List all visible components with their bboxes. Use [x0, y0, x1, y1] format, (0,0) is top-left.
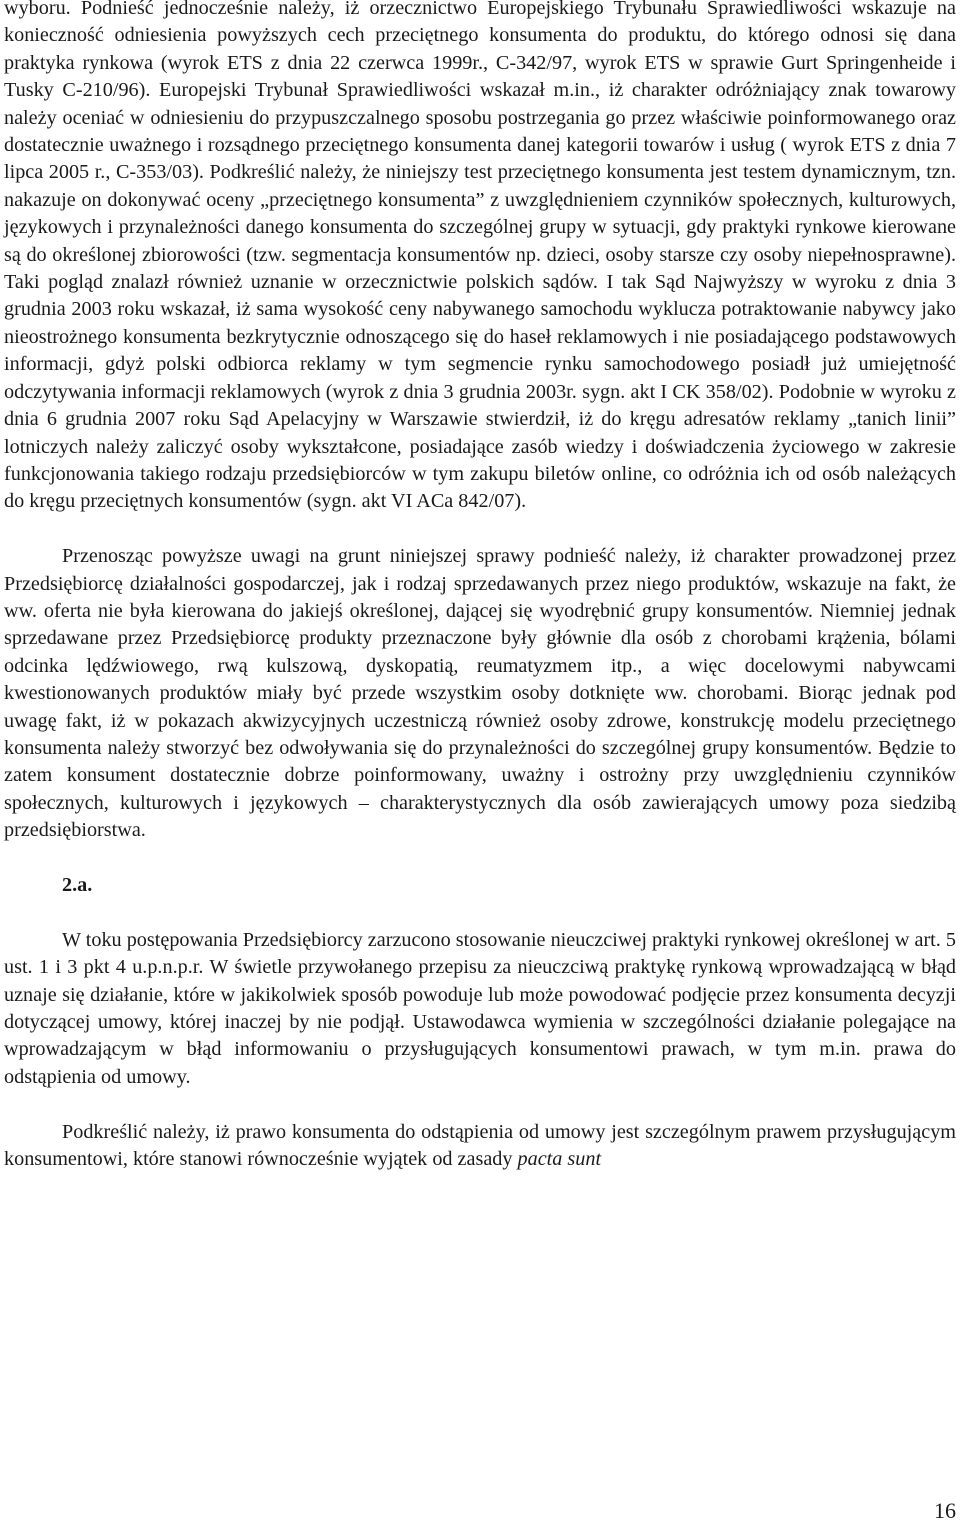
paragraph-application: Przenosząc powyższe uwagi na grunt niniejszej sprawy podnieść należy, iż charakter prowadzonej przez Przedsiębiorcę działalności gospodarczej, jak i rodzaj sprzedawanych przez niego produktów, wskazuje na fakt, że ww. oferta nie była kierowana do jakiejś określonej, dającej się wyodrębnić grupy konsumentów. Niemniej jednak sprzedawane przez Przedsiębiorcę produkty przeznaczone były głównie dla osób z chorobami krążenia, bólami odcinka lędźwiowego, rwą kulszową, dyskopatią, reumatyzmem itp., a więc docelowymi nabywcami kwestionowanych produktów miały być przede wszystkim osoby dotknięte ww. chorobami. Biorąc jednak pod uwagę fakt, iż w pokazach akwizycyjnych uczestniczą również osoby zdrowe, konstrukcję modelu przeciętnego konsumenta należy stworzyć bez odwoływania się do przynależności do szczególnej grupy konsumentów. Będzie to zatem konsument dostatecznie dobrze poinformowany, uważny i ostrożny przy uwzględnieniu czynników społecznych, kulturowych i językowych – charakterystycznych dla osób zawierających umowy poza siedzibą przedsiębiorstwa.	[4, 545, 956, 842]
paragraph-withdrawal-right	[4, 1119, 956, 1174]
latin-phrase: pacta sunt	[517, 1148, 602, 1170]
paragraph-continued: wyboru. Podnieść jednocześnie należy, iż orzecznictwo Europejskiego Trybunału Sprawiedliwości wskazuje na konieczność odniesienia powyższych cech przeciętnego konsumenta do produktu, do którego odnosi się dana praktyka rynkowa (wyrok ETS z dnia 22 czerwca 1999r., C-342/97, wyrok ETS w sprawie Gurt Springenheide i Tusky C-210/96). Europejski Trybunał Sprawiedliwości wskazał m.in., iż charakter odróżniający znak towarowy należy oceniać w odniesieniu do przypuszczalnego sposobu postrzegania go przez właściwie poinformowanego oraz dostatecznie uważnego i rozsądnego przeciętnego konsumenta danej kategorii towarów i usług ( wyrok ETS z dnia 7 lipca 2005 r., C-353/03). Podkreślić należy, że niniejszy test przeciętnego konsumenta jest testem dynamicznym, tzn. nakazuje on dokonywać oceny „przeciętnego konsumenta” z uwzględnieniem czynników społecznych, kulturowych, językowych i przynależności danego konsumenta do szczególnej grupy w sytuacji, gdy praktyki rynkowe kierowane są do określonej zbiorowości (tzw. segmentacja konsumentów np. dzieci, osoby starsze czy osoby niepełnosprawne). Taki pogląd znalazł również uznanie w orzecznictwie polskich sądów. I tak Sąd Najwyższy w wyroku z dnia 3 grudnia 2003 roku wskazał, iż sama wysokość ceny nabywanego samochodu wyklucza potraktowanie nabywcy jako nieostrożnego konsumenta bezkrytycznie odnoszącego się do haseł reklamowych i nie posiadającego podstawowych informacji, gdyż polski odbiorca reklamy w tym segmencie rynku samochodowego posiadł już umiejętność odczytywania informacji reklamowych (wyrok z dnia 3 grudnia 2003r. sygn. akt I CK 358/02). Podobnie w wyroku z dnia 6 grudnia 2007 roku Sąd Apelacyjny w Warszawie stwierdził, iż do kręgu adresatów reklamy „tanich linii” lotniczych należy zaliczyć osoby wykształcone, posiadające zasób wiedzy i doświadczenia życiowego w zakresie funkcjonowania takiego rodzaju przedsiębiorców w tym zakupu biletów online, co odróżnia ich od osób należących do kręgu przeciętnych konsumentów (sygn. akt VI ACa 842/07).	[4, 0, 956, 513]
paragraph-spacer	[4, 516, 956, 543]
paragraph-text: Podkreślić należy, iż prawo konsumenta do odstąpienia od umowy jest szczególnym prawem przysługującym konsumentowi, które stanowi równocześnie wyjątek od zasady	[4, 1120, 956, 1170]
paragraph-allegation: W toku postępowania Przedsiębiorcy zarzucono stosowanie nieuczciwej praktyki rynkowej określonej w art. 5 ust. 1 i 3 pkt 4 u.p.n.p.r. W świetle przywołanego przepisu za nieuczciwą praktykę rynkową wprowadzającą w błąd uznaje się działanie, które w jakikolwiek sposób powoduje lub może powodować podjęcie przez konsumenta decyzji dotyczącej umowy, której inaczej by nie podjął. Ustawodawca wymienia w szczególności działanie polegające na wprowadzającym w błąd informowaniu o przysługujących konsumentowi prawach, w tym m.in. prawa do odstąpienia od umowy.	[4, 928, 956, 1088]
paragraph-spacer	[4, 899, 956, 926]
document-page	[4, 0, 956, 1173]
paragraph-spacer	[4, 845, 956, 872]
paragraph-spacer	[4, 1091, 956, 1118]
section-heading: 2.a.	[62, 873, 93, 896]
page-number: 16	[934, 1498, 956, 1523]
